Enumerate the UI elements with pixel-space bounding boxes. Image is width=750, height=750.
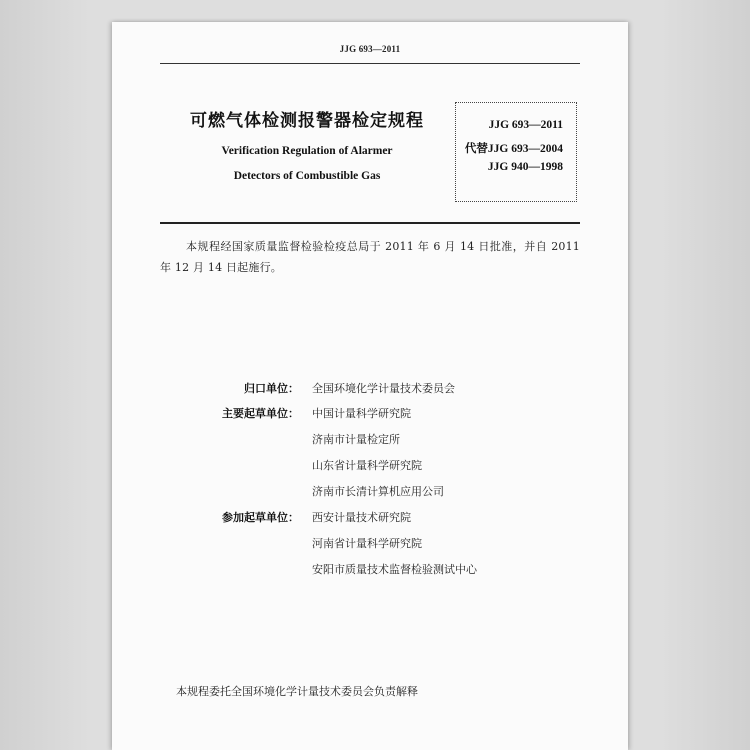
- org-name: 河南省计量科学研究院: [312, 537, 422, 550]
- org-name: 全国环境化学计量技术委员会: [312, 382, 455, 395]
- header-rule: [160, 63, 580, 64]
- interpretation-note: 本规程委托全国环境化学计量技术委员会负责解释: [176, 685, 418, 698]
- org-row: [112, 561, 628, 581]
- org-row: [112, 535, 628, 555]
- org-row: [112, 509, 628, 529]
- org-row: [112, 457, 628, 477]
- replaces-code-2: JJG 940—1998: [487, 161, 563, 173]
- org-row: [112, 431, 628, 451]
- approval-statement: 本规程经国家质量监督检验检疫总局于 2011 年 6 月 14 日批准，并自 2011 年 12 月 14 日起施行。: [160, 240, 580, 274]
- title-english-line1: Verification Regulation of Alarmer: [221, 145, 393, 157]
- org-name: 济南市长清计算机应用公司: [312, 485, 444, 498]
- title-english-line2: Detectors of Combustible Gas: [233, 170, 381, 182]
- title-divider: [160, 222, 580, 224]
- org-label: 主要起草单位：: [222, 407, 299, 420]
- org-name: 西安计量技术研究院: [312, 511, 411, 524]
- replaces-code: 代替JJG 693—2004: [464, 143, 563, 155]
- org-label: 归口单位：: [244, 382, 299, 395]
- org-row: [112, 405, 628, 425]
- document-page: [112, 22, 628, 750]
- standard-code-box: [455, 102, 577, 202]
- org-name: 安阳市质量技术监督检验测试中心: [312, 563, 477, 576]
- org-name: 中国计量科学研究院: [312, 407, 411, 420]
- org-row: [112, 483, 628, 503]
- org-label: 参加起草单位：: [222, 511, 299, 524]
- header-code: JJG 693—2011: [339, 44, 401, 54]
- org-name: 济南市计量检定所: [312, 433, 400, 446]
- org-name: 山东省计量科学研究院: [312, 459, 422, 472]
- org-row: [112, 380, 628, 400]
- title-chinese: 可燃气体检测报警器检定规程: [190, 111, 424, 131]
- standard-code: JJG 693—2011: [488, 119, 563, 131]
